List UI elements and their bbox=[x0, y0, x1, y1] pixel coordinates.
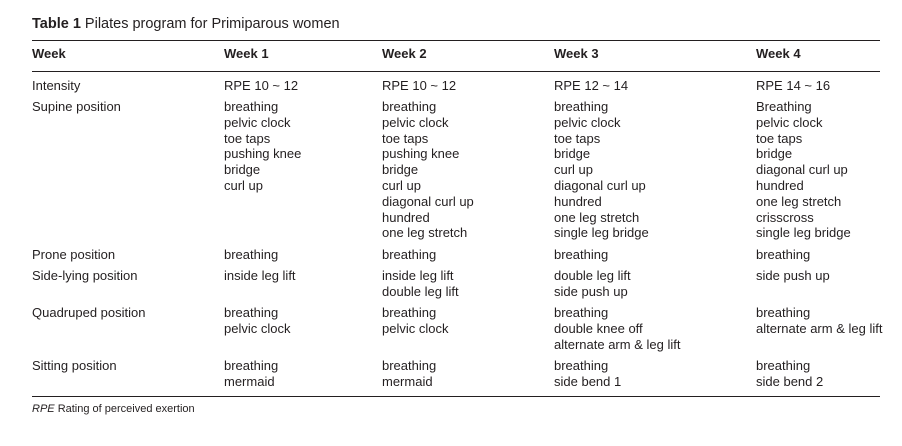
cell-line: mermaid bbox=[224, 373, 275, 389]
table-cell bbox=[382, 99, 474, 241]
cell-line: breathing bbox=[382, 247, 437, 262]
cell-line: bridge bbox=[756, 146, 793, 162]
table-cell bbox=[756, 78, 830, 94]
header-week-2: Week 2 bbox=[382, 46, 427, 61]
cell-line: toe taps bbox=[554, 130, 601, 146]
cell-line: diagonal curl up bbox=[382, 193, 474, 209]
row-label: Prone position bbox=[32, 247, 116, 262]
table-cell bbox=[756, 247, 810, 263]
cell-line: side push up bbox=[554, 283, 628, 299]
table-cell bbox=[224, 78, 298, 94]
table-cell bbox=[756, 268, 830, 284]
header-week: Week bbox=[32, 46, 66, 61]
cell-line: breathing bbox=[756, 358, 811, 373]
cell-line: breathing bbox=[554, 99, 609, 114]
footnote-abbr: RPE bbox=[32, 403, 55, 415]
table-cell bbox=[554, 268, 631, 300]
caption-text: Pilates program for Primiparous women bbox=[84, 16, 340, 32]
cell-line: hundred bbox=[554, 193, 602, 209]
cell-line: breathing bbox=[224, 358, 279, 373]
cell-line: mermaid bbox=[382, 373, 433, 389]
table-cell bbox=[554, 358, 621, 390]
cell-line: breathing bbox=[224, 99, 279, 114]
cell-line: breathing bbox=[224, 247, 279, 262]
cell-line: breathing bbox=[382, 305, 437, 320]
table-cell bbox=[382, 358, 436, 390]
cell-line: one leg stretch bbox=[382, 225, 468, 241]
table-footnote bbox=[32, 402, 195, 416]
table-cell bbox=[224, 268, 296, 284]
cell-line: crisscross bbox=[756, 209, 814, 225]
row-label: Intensity bbox=[32, 78, 81, 93]
cell-line: pelvic clock bbox=[756, 114, 823, 130]
header-week-3: Week 3 bbox=[554, 46, 599, 61]
cell-line: breathing bbox=[224, 305, 279, 320]
cell-line: bridge bbox=[224, 162, 261, 178]
cell-line: side push up bbox=[756, 268, 830, 283]
cell-line: side bend 2 bbox=[756, 373, 824, 389]
row-label: Supine position bbox=[32, 99, 121, 114]
cell-line: pelvic clock bbox=[224, 114, 291, 130]
cell-line: RPE 14 ~ 16 bbox=[756, 78, 831, 93]
table-cell bbox=[224, 358, 278, 390]
table-cell bbox=[554, 99, 649, 241]
cell-line: pelvic clock bbox=[554, 114, 621, 130]
cell-line: pelvic clock bbox=[382, 114, 449, 130]
cell-line: double leg lift bbox=[382, 283, 459, 299]
cell-line: one leg stretch bbox=[554, 209, 640, 225]
cell-line: Breathing bbox=[756, 99, 812, 114]
top-rule bbox=[32, 40, 880, 41]
cell-line: diagonal curl up bbox=[554, 177, 646, 193]
table-cell bbox=[554, 247, 608, 263]
table-cell bbox=[554, 78, 628, 94]
cell-line: alternate arm & leg lift bbox=[756, 320, 883, 336]
cell-line: side bend 1 bbox=[554, 373, 622, 389]
cell-line: breathing bbox=[382, 99, 437, 114]
caption-label: Table 1 bbox=[32, 16, 81, 32]
cell-line: breathing bbox=[756, 247, 811, 262]
cell-line: bridge bbox=[554, 146, 591, 162]
cell-line: single leg bridge bbox=[554, 225, 649, 241]
cell-line: breathing bbox=[382, 358, 437, 373]
cell-line: double leg lift bbox=[554, 268, 631, 283]
header-rule bbox=[32, 71, 880, 72]
cell-line: hundred bbox=[382, 209, 430, 225]
header-week-1: Week 1 bbox=[224, 46, 269, 61]
cell-line: pushing knee bbox=[382, 146, 460, 162]
footnote-text: Rating of perceived exertion bbox=[57, 403, 195, 415]
table-cell bbox=[224, 305, 290, 337]
cell-line: single leg bridge bbox=[756, 225, 851, 241]
table-cell bbox=[756, 99, 851, 241]
table-caption bbox=[32, 14, 340, 34]
cell-line: curl up bbox=[554, 162, 594, 178]
cell-line: breathing bbox=[756, 305, 811, 320]
table-cell bbox=[382, 78, 456, 94]
table-cell bbox=[382, 247, 436, 263]
cell-line: alternate arm & leg lift bbox=[554, 336, 681, 352]
table-cell bbox=[224, 247, 278, 263]
cell-line: toe taps bbox=[224, 130, 271, 146]
cell-line: RPE 10 ~ 12 bbox=[224, 78, 299, 93]
cell-line: pelvic clock bbox=[382, 320, 449, 336]
table-cell bbox=[554, 305, 680, 352]
cell-line: pushing knee bbox=[224, 146, 302, 162]
cell-line: RPE 12 ~ 14 bbox=[554, 78, 629, 93]
bottom-rule bbox=[32, 396, 880, 397]
cell-line: curl up bbox=[224, 177, 264, 193]
row-label: Quadruped position bbox=[32, 305, 146, 320]
cell-line: double knee off bbox=[554, 320, 643, 336]
table-cell bbox=[382, 305, 448, 337]
cell-line: diagonal curl up bbox=[756, 162, 848, 178]
cell-line: bridge bbox=[382, 162, 419, 178]
cell-line: pelvic clock bbox=[224, 320, 291, 336]
table-cell bbox=[224, 99, 301, 194]
cell-line: one leg stretch bbox=[756, 193, 842, 209]
header-week-4: Week 4 bbox=[756, 46, 801, 61]
table-cell bbox=[756, 305, 882, 337]
table-cell bbox=[756, 358, 823, 390]
cell-line: breathing bbox=[554, 305, 609, 320]
row-label: Sitting position bbox=[32, 358, 117, 373]
cell-line: curl up bbox=[382, 177, 422, 193]
cell-line: inside leg lift bbox=[224, 268, 296, 283]
table-cell bbox=[382, 268, 459, 300]
cell-line: breathing bbox=[554, 358, 609, 373]
cell-line: hundred bbox=[756, 177, 804, 193]
cell-line: RPE 10 ~ 12 bbox=[382, 78, 457, 93]
cell-line: inside leg lift bbox=[382, 268, 454, 283]
cell-line: toe taps bbox=[756, 130, 803, 146]
cell-line: breathing bbox=[554, 247, 609, 262]
cell-line: toe taps bbox=[382, 130, 429, 146]
row-label: Side-lying position bbox=[32, 268, 138, 283]
